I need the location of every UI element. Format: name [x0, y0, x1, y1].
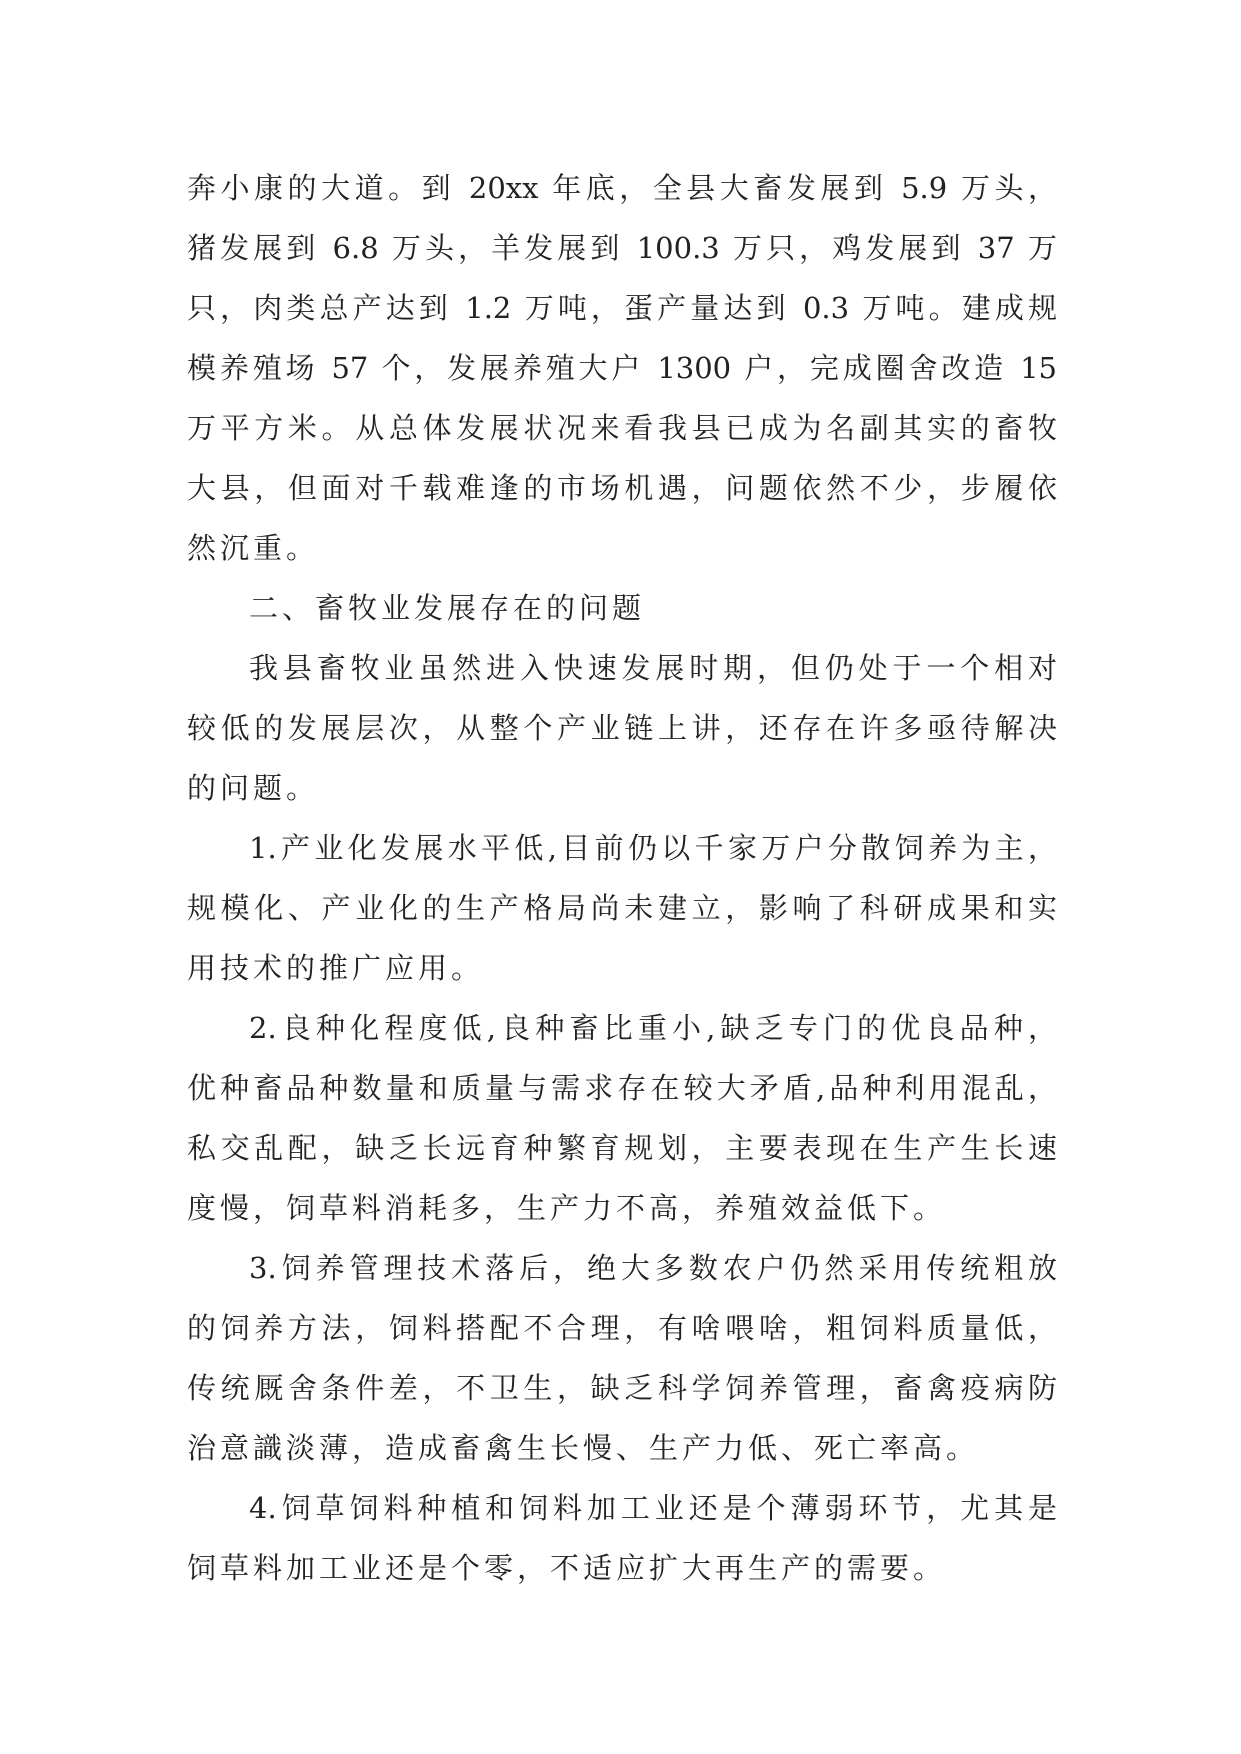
paragraph-line: 模养殖场 57 个，发展养殖大户 1300 户，完成圈舍改造 15 [187, 351, 1057, 385]
list-item-line: 2.良种化程度低,良种畜比重小,缺乏专门的优良品种， [249, 1011, 1057, 1045]
list-item-line: 1.产业化发展水平低,目前仍以千家万户分散饲养为主， [249, 831, 1057, 865]
list-item-line: 饲草料加工业还是个零，不适应扩大再生产的需要。 [187, 1551, 947, 1585]
paragraph-line: 然沉重。 [187, 531, 320, 565]
list-item-line: 治意識淡薄，造成畜禽生长慢、生产力低、死亡率高。 [187, 1431, 980, 1465]
list-item-line: 规模化、产业化的生产格局尚未建立，影响了科研成果和实 [187, 891, 1057, 925]
list-item-line: 的饲养方法，饲料搭配不合理，有啥喂啥，粗饲料质量低， [187, 1311, 1057, 1345]
list-item-line: 度慢，饲草料消耗多，生产力不高，养殖效益低下。 [187, 1191, 947, 1225]
list-item-line: 传统厩舍条件差，不卫生，缺乏科学饲养管理，畜禽疫病防 [187, 1371, 1057, 1405]
list-item-line: 私交乱配，缺乏长远育种繁育规划，主要表现在生产生长速 [187, 1131, 1057, 1165]
paragraph-line: 较低的发展层次，从整个产业链上讲，还存在许多亟待解决 [187, 711, 1057, 745]
list-item-line: 优种畜品种数量和质量与需求存在较大矛盾,品种利用混乱， [187, 1071, 1057, 1105]
document-body [187, 158, 1057, 1598]
list-item-line: 4.饲草饲料种植和饲料加工业还是个薄弱环节，尤其是 [249, 1491, 1057, 1525]
paragraph-line: 万平方米。从总体发展状况来看我县已成为名副其实的畜牧 [187, 411, 1057, 445]
paragraph-line: 猪发展到 6.8 万头，羊发展到 100.3 万只，鸡发展到 37 万 [187, 231, 1057, 265]
list-item-line: 用技术的推广应用。 [187, 951, 485, 985]
paragraph-line: 的问题。 [187, 771, 320, 805]
section-heading: 二、畜牧业发展存在的问题 [249, 591, 646, 625]
paragraph-line: 大县，但面对千载难逢的市场机遇，问题依然不少，步履依 [187, 471, 1057, 505]
paragraph-line: 我县畜牧业虽然进入快速发展时期，但仍处于一个相对 [249, 651, 1057, 685]
list-item-line: 3.饲养管理技术落后，绝大多数农户仍然采用传统粗放 [249, 1251, 1057, 1285]
paragraph-line: 奔小康的大道。到 20xx 年底，全县大畜发展到 5.9 万头， [187, 171, 1057, 205]
paragraph-line: 只，肉类总产达到 1.2 万吨，蛋产量达到 0.3 万吨。建成规 [187, 291, 1057, 325]
